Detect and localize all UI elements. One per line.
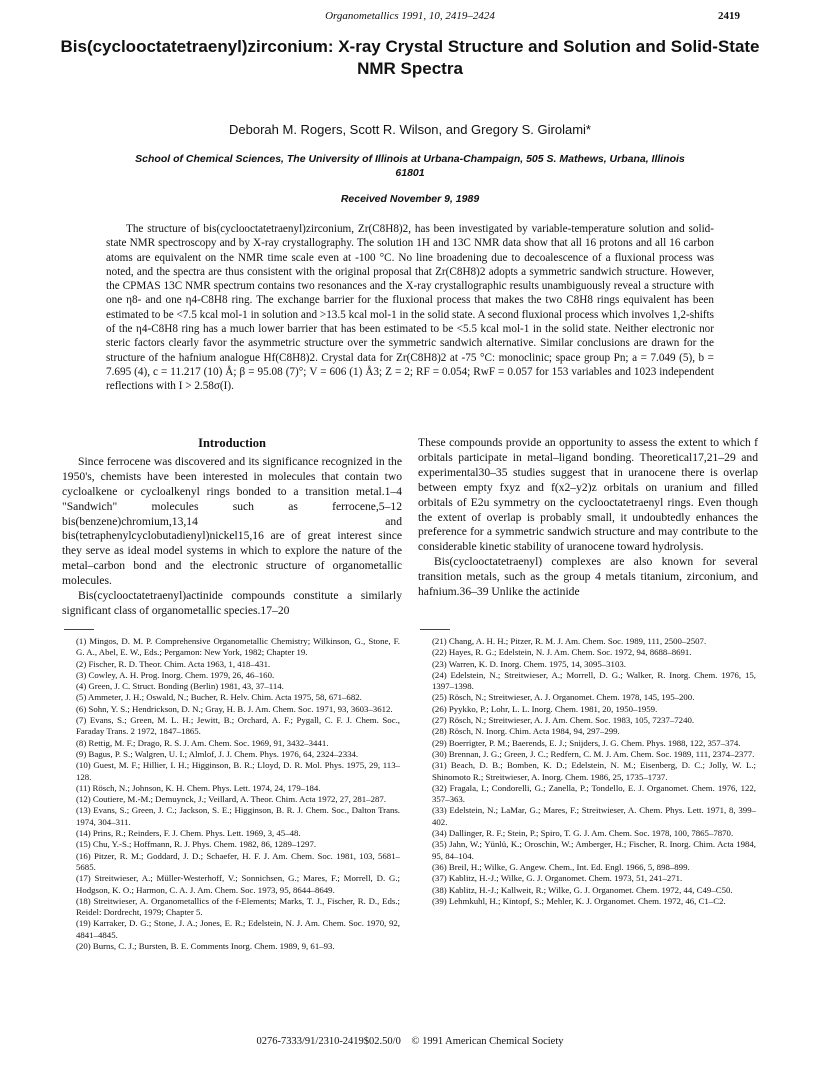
reference-item: (20) Burns, C. J.; Bursten, B. E. Comments Inorg. Chem. 1989, 9, 61–93.	[76, 941, 335, 952]
reference-item: (31) Beach, D. B.; Bomben, K. D.; Edelstein, N. M.; Eisenberg, D. C.; Jolly, W. L.; Shinomoto R.; Streitwieser, A. Inorg. Chem. 1986, 25, 1735–1737.	[432, 760, 756, 782]
intro-paragraph-4: Bis(cyclooctatetraenyl) complexes are also known for several transition metals, such as the group 4 metals titanium, zirconium, and hafnium.36–39 Unlike the actinide	[418, 555, 758, 599]
reference-item: (11) Rösch, N.; Johnson, K. H. Chem. Phys. Lett. 1974, 24, 179–184.	[76, 782, 321, 793]
reference-item: (2) Fischer, R. D. Theor. Chim. Acta 1963, 1, 418–431.	[76, 658, 271, 669]
reference-item: (7) Evans, S.; Green, M. L. H.; Jewitt, B.; Orchard, A. F.; Pygall, C. F. J. Chem. Soc., Faraday Trans. 2 1972, 1847–1865.	[76, 715, 400, 737]
intro-paragraph-2: Bis(cyclooctatetraenyl)actinide compounds constitute a similarly significant class of organometallic species.17–20	[62, 589, 402, 617]
affiliation: School of Chemical Sciences, The University of Illinois at Urbana-Champaign, 505 S. Mathews, Urbana, Illinois 61801	[135, 153, 685, 179]
reference-item: (27) Rösch, N.; Streitwieser, A. J. Am. Chem. Soc. 1983, 105, 7237–7240.	[432, 715, 695, 726]
reference-item: (33) Edelstein, N.; LaMar, G.; Mares, F.; Streitwieser, A. Chem. Phys. Lett. 1971, 8, 399–402.	[432, 805, 756, 827]
reference-item: (26) Pyykko, P.; Lohr, L. L. Inorg. Chem. 1981, 20, 1950–1959.	[432, 703, 658, 714]
running-head	[80, 10, 740, 26]
reference-item: (19) Karraker, D. G.; Stone, J. A.; Jones, E. R.; Edelstein, N. J. Am. Chem. Soc. 1970, 92, 4841–4845.	[76, 918, 400, 940]
reference-item: (4) Green, J. C. Struct. Bonding (Berlin) 1981, 43, 37–114.	[76, 681, 284, 692]
reference-item: (30) Brennan, J. G.; Green, J. C.; Redfern, C. M. J. Am. Chem. Soc. 1989, 111, 2374–2377.	[432, 748, 755, 759]
reference-item: (29) Boerrigter, P. M.; Baerends, E. J.; Snijders, J. G. Chem. Phys. 1988, 122, 357–374.	[432, 737, 741, 748]
reference-item: (23) Warren, K. D. Inorg. Chem. 1975, 14, 3095–3103.	[432, 658, 626, 669]
reference-item: (1) Mingos, D. M. P. Comprehensive Organometallic Chemistry; Wilkinson, G., Stone, F. G. A., Abel, E. W., Eds.; Pergamon: New York, 1982; Chapter 19.	[76, 636, 400, 658]
reference-item: (22) Hayes, R. G.; Edelstein, N. J. Am. Chem. Soc. 1972, 94, 8688–8691.	[432, 647, 692, 658]
reference-item: (38) Kablitz, H.-J.; Kallweit, R.; Wilke, G. J. Organomet. Chem. 1972, 44, C49–C50.	[432, 884, 733, 895]
reference-item: (9) Bagus, P. S.; Walgren, U. I.; Almlof, J. J. Chem. Phys. 1976, 64, 2324–2334.	[76, 748, 359, 759]
paper-title: Bis(cyclooctatetraenyl)zirconium: X-ray Crystal Structure and Solution and Solid-State NMR Spectra	[60, 37, 760, 78]
reference-item: (12) Coutiere, M.-M.; Demuynck, J.; Veillard, A. Theor. Chim. Acta 1972, 27, 281–287.	[76, 794, 386, 805]
intro-paragraph-1: Since ferrocene was discovered and its significance recognized in the 1950's, chemists have been interested in molecules that contain two cycloalkene or cycloalkenyl rings bonded to a transition metal.1–4 "Sandwich" molecules such as ferrocene,5–12 bis(benzene)chromium,13,14 and bis(tetraphenylcyclobutadienyl)nickel15,16 are of great interest since they serve as ideal model systems in which to explore the nature of the metal–carbon bond and the electronic structure of organometallic molecules.	[62, 454, 402, 588]
reference-item: (28) Rösch, N. Inorg. Chim. Acta 1984, 94, 297–299.	[432, 726, 620, 737]
reference-item: (13) Evans, S.; Green, J. C.; Jackson, S. E.; Higginson, B. R. J. Chem. Soc., Dalton Trans. 1974, 304–311.	[76, 805, 400, 827]
right-column	[418, 436, 758, 600]
reference-item: (32) Fragala, I.; Condorelli, G.; Zanella, P.; Tondello, E. J. Organomet. Chem. 1976, 122, 357–363.	[432, 782, 756, 805]
left-column	[62, 436, 402, 619]
footnote-rule	[64, 629, 94, 630]
reference-item: (16) Pitzer, R. M.; Goddard, J. D.; Schaefer, H. F. J. Am. Chem. Soc. 1981, 103, 5681–5685.	[76, 850, 400, 872]
reference-item: (21) Chang, A. H. H.; Pitzer, R. M. J. Am. Chem. Soc. 1989, 111, 2500–2507.	[432, 636, 707, 646]
reference-item: (35) Jahn, W.; Yünlü, K.; Oroschin, W.; Amberger, H.; Fischer, R. Inorg. Chim. Acta 1984, 95, 84–104.	[432, 839, 756, 861]
reference-item: (17) Streitwieser, A.; Müller-Westerhoff, V.; Sonnichsen, G.; Mares, F.; Morrell, D. G.; Hodgson, K. O.; Harmon, C. A. J. Am. Chem. Soc. 1973, 95, 8644–8649.	[76, 873, 400, 895]
references-right	[420, 636, 756, 907]
abstract: The structure of bis(cyclooctatetraenyl)zirconium, Zr(C8H8)2, has been investigated by variable-temperature solution and solid-state NMR spectroscopy and by X-ray crystallography. The solution 1H and 13C NMR data show that all 16 protons and all 16 carbon atoms are equivalent on the NMR time scale even at -100 °C. No line broadening due to decoalescence of a fluxional process was noted, and the spectra are thus consistent with the original proposal that Zr(C8H8)2 adopts a symmetric sandwich structure. However, the CPMAS 13C NMR spectrum contains two resonances and the X-ray crystallographic results unambiguously reveal a structure with one η8- and one η4-C8H8 ring. The exchange barrier for the fluxional process that makes the two C8H8 rings equivalent has been estimated to be <7.5 kcal mol-1 in solution and >13.5 kcal mol-1 in the solid state. A second fluxional process which involves 1,2-shifts of the η4-C8H8 ring has a much lower barrier that has been estimated to be <5.5 kcal mol-1 in the solid state. Neither electronic nor steric factors clearly favor the asymmetric structure over the symmetric sandwich alternative. Similar conclusions are drawn for the structure of the hafnium analogue Hf(C8H8)2. Crystal data for Zr(C8H8)2 at -75 °C: monoclinic; space group Pn; a = 7.049 (5), b = 7.695 (4), c = 11.217 (10) Å; β = 95.08 (7)°; V = 606 (1) Å3; Z = 2; RF = 0.054; RwF = 0.057 for 153 variables and 1023 independent reflections with I > 2.58σ(I).	[106, 223, 714, 393]
reference-item: (6) Sohn, Y. S.; Hendrickson, D. N.; Gray, H. B. J. Am. Chem. Soc. 1971, 93, 3603–3612.	[76, 703, 393, 714]
copyright: © 1991 American Chemical Society	[411, 1036, 564, 1047]
reference-item: (3) Cowley, A. H. Prog. Inorg. Chem. 1979, 26, 46–160.	[76, 669, 275, 680]
reference-item: (15) Chu, Y.-S.; Hoffmann, R. J. Phys. Chem. 1982, 86, 1289–1297.	[76, 839, 317, 850]
reference-item: (14) Prins, R.; Reinders, F. J. Chem. Phys. Lett. 1969, 3, 45–48.	[76, 828, 301, 839]
reference-item: (5) Ammeter, J. H.; Oswald, N.; Bucher, R. Helv. Chim. Acta 1975, 58, 671–682.	[76, 692, 362, 703]
reference-item: (18) Streitwieser, A. Organometallics of the f-Elements; Marks, T. J., Fischer, R. D., Eds.; Reidel: Dordrecht, 1979; Chapter 5.	[76, 895, 400, 918]
reference-item: (8) Rettig, M. F.; Drago, R. S. J. Am. Chem. Soc. 1969, 91, 3432–3441.	[76, 737, 329, 748]
intro-paragraph-3: These compounds provide an opportunity to assess the extent to which f orbitals participate in metal–ligand bonding. Theoretical17,21–29 and experimental30–35 studies suggest that in uranocene there is overlap between empty fxyz and f(x2–y2)z orbitals on uranium and filled orbitals of E2u symmetry on the cyclooctatetraenyl rings. Even though the extent of overlap is probably small, it undoubtedly enhances the preference for a symmetric sandwich structure and may contribute to the considerable kinetic stability of uranocene toward hydrolysis.	[418, 436, 758, 554]
reference-item: (25) Rösch, N.; Streitwieser, A. J. Organomet. Chem. 1978, 145, 195–200.	[432, 692, 695, 703]
issn-code: 0276-7333/91/2310-2419$02.50/0	[256, 1036, 401, 1047]
reference-item: (34) Dallinger, R. F.; Stein, P.; Spiro, T. G. J. Am. Chem. Soc. 1978, 100, 7865–7870.	[432, 828, 734, 839]
received-date: Received November 9, 1989	[340, 193, 480, 205]
reference-item: (39) Lehmkuhl, H.; Kintopf, S.; Mehler, K. J. Organomet. Chem. 1972, 46, C1–C2.	[432, 895, 726, 906]
page-footer	[60, 1036, 760, 1047]
footnote-rule	[420, 629, 450, 630]
reference-item: (37) Kablitz, H.-J.; Wilke, G. J. Organomet. Chem. 1973, 51, 241–271.	[432, 873, 683, 884]
authors: Deborah M. Rogers, Scott R. Wilson, and Gregory S. Girolami*	[229, 122, 591, 137]
reference-item: (36) Breil, H.; Wilke, G. Angew. Chem., Int. Ed. Engl. 1966, 5, 898–899.	[432, 861, 690, 872]
reference-item: (10) Guest, M. F.; Hillier, I. H.; Higginson, B. R.; Lloyd, D. R. Mol. Phys. 1975, 29, 113–128.	[76, 760, 400, 782]
references-left	[64, 636, 400, 952]
page-number: 2419	[718, 10, 740, 22]
journal-citation: Organometallics 1991, 10, 2419–2424	[325, 10, 495, 22]
section-heading: Introduction	[198, 436, 266, 450]
reference-item: (24) Edelstein, N.; Streitwieser, A.; Morrell, D. G.; Walker, R. Inorg. Chem. 1976, 15, 1397–1398.	[432, 669, 756, 692]
